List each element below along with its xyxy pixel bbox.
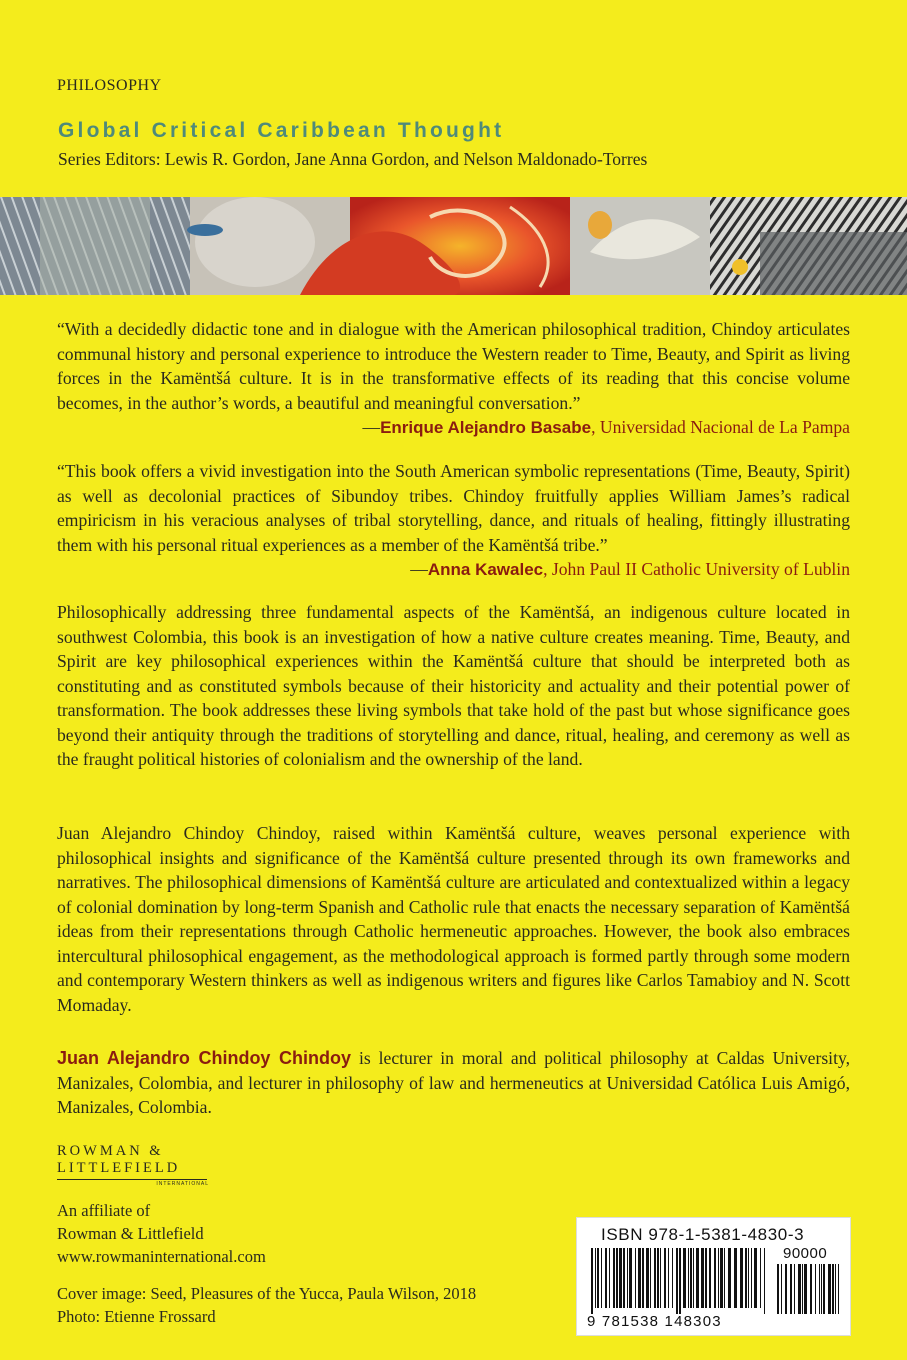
affiliate-line-1: An affiliate of bbox=[57, 1201, 151, 1220]
category-label: PHILOSOPHY bbox=[57, 77, 162, 94]
barcode-addon-bar bbox=[821, 1264, 822, 1314]
barcode-bar bbox=[609, 1248, 610, 1308]
reviewer-name: Anna Kawalec bbox=[427, 560, 544, 579]
barcode-bar bbox=[688, 1248, 689, 1308]
barcode-bar bbox=[714, 1248, 716, 1308]
barcode-bar bbox=[619, 1248, 622, 1308]
barcode-bar bbox=[724, 1248, 725, 1308]
barcode-bar bbox=[693, 1248, 694, 1308]
barcode-addon-bar bbox=[804, 1264, 807, 1314]
barcode-bar bbox=[683, 1248, 686, 1308]
barcode-addon-bar bbox=[810, 1264, 812, 1314]
barcode-bar bbox=[642, 1248, 644, 1308]
barcode-bar bbox=[597, 1248, 599, 1308]
logo-line-3: INTERNATIONAL bbox=[156, 1181, 209, 1187]
price-code: 90000 bbox=[783, 1245, 828, 1262]
barcode-bar bbox=[668, 1248, 669, 1308]
barcode-bar bbox=[650, 1248, 651, 1308]
barcode-bar bbox=[748, 1248, 749, 1308]
description-paragraph-2: Juan Alejandro Chindoy Chindoy, raised within Kamëntšá culture, weaves personal experience with philosophical insights and significance of the Kamëntšá culture presented through its own frameworks and narratives. The philosophical dimensions of Kamëntšá culture are articulated and contextualized within a legacy of colonial domination by long-term Spanish and Catholic rule that enacts the necessary separation of Kamëntšá ideas from their representations through Catholic hermeneutic approaches. However, the book also embraces intercultural philosophical engagement, as the methodological approach is formed partly through some modern and contemporary Western thinkers as well as indigenous writers and figures like Carlos Tamabioy and N. Scott Momaday. bbox=[57, 823, 850, 1015]
barcode-addon-bar bbox=[819, 1264, 820, 1314]
isbn-barcode bbox=[576, 1217, 851, 1336]
cover-image-credit: Cover image: Seed, Pleasures of the Yucca, Paula Wilson, 2018 bbox=[57, 1284, 477, 1303]
barcode-bar bbox=[679, 1248, 681, 1314]
publisher-imprint bbox=[57, 1199, 266, 1268]
barcode-bar bbox=[720, 1248, 723, 1308]
barcode-bar bbox=[728, 1248, 731, 1308]
series-title: Global Critical Caribbean Thought bbox=[58, 119, 505, 142]
barcode-addon-bar bbox=[798, 1264, 801, 1314]
photo-credit: Photo: Etienne Frossard bbox=[57, 1307, 216, 1326]
quote-attribution bbox=[57, 557, 850, 583]
barcode-bar bbox=[627, 1248, 628, 1308]
publisher-website[interactable]: www.rowmaninternational.com bbox=[57, 1247, 266, 1266]
cover-art-banner bbox=[0, 197, 907, 295]
barcode-bar bbox=[754, 1248, 757, 1308]
barcode-bar bbox=[760, 1248, 761, 1308]
barcode-addon-bar bbox=[777, 1264, 779, 1314]
reviewer-institution: , Universidad Nacional de La Pampa bbox=[591, 417, 850, 437]
barcode-bar bbox=[745, 1248, 747, 1308]
logo-line-2: LITTLEFIELD bbox=[57, 1160, 181, 1176]
barcode-bar bbox=[740, 1248, 743, 1308]
reviewer-institution: , John Paul II Catholic University of Lublin bbox=[543, 559, 850, 579]
affiliate-line-2: Rowman & Littlefield bbox=[57, 1224, 204, 1243]
barcode-addon-bar bbox=[802, 1264, 803, 1314]
image-credits bbox=[57, 1282, 476, 1328]
logo-line-1: ROWMAN & bbox=[57, 1143, 164, 1159]
barcode-addon-bar bbox=[794, 1264, 795, 1314]
barcode-bar bbox=[676, 1248, 678, 1314]
ean-number: 9 781538 148303 bbox=[587, 1313, 722, 1330]
barcode-addon-bar bbox=[832, 1264, 834, 1314]
dash: — bbox=[362, 417, 381, 437]
barcode-bar bbox=[690, 1248, 692, 1308]
quote-text: “This book offers a vivid investigation into the South American symbolic representations (Time, Beauty, Spirit) as well as decolonial practices of Sibundoy tribes. Chindoy fruitfully applies William James’s radical empiricism in his veracious analyses of tribal storytelling, dance, and rituals of healing, fittingly illustrating them with his personal ritual experiences as a member of the Kamëntšá tribe.” bbox=[57, 461, 850, 555]
barcode-bar bbox=[751, 1248, 752, 1308]
barcode-bar bbox=[664, 1248, 666, 1308]
barcode-bar bbox=[638, 1248, 641, 1308]
publisher-logo bbox=[57, 1143, 209, 1188]
dash: — bbox=[410, 559, 428, 579]
description-paragraph-1: Philosophically addressing three fundamental aspects of the Kamëntšá, an indigenous culture located in southwest Colombia, this book is an investigation of how a native culture creates meaning. Time, Beauty, and Spirit are key philosophical experiences within the Kamëntšá culture that should be interpreted both as constituting and as constituted symbols because of their historicity and actuality and their potential power of transformation. The book addresses these living symbols that take hold of the past but whose significance goes beyond their antiquity through the traditions of storytelling and dance, ritual, healing, and ceremony as well as the fraught political histories of colonialism and the ownership of the land. bbox=[57, 602, 850, 769]
barcode-bar bbox=[734, 1248, 737, 1308]
barcode-addon-bar bbox=[815, 1264, 816, 1314]
barcode-bar bbox=[672, 1248, 673, 1308]
barcode-bar bbox=[595, 1248, 596, 1308]
author-bio bbox=[57, 1046, 850, 1120]
quote-attribution bbox=[57, 415, 850, 441]
barcode-bar bbox=[613, 1248, 615, 1308]
barcode-bar bbox=[623, 1248, 625, 1308]
barcode-bar bbox=[646, 1248, 649, 1308]
barcode-bar bbox=[718, 1248, 719, 1308]
barcode-bar bbox=[709, 1248, 711, 1308]
barcode-bar bbox=[635, 1248, 636, 1308]
review-quote-1 bbox=[57, 317, 850, 441]
barcode-bar bbox=[660, 1248, 661, 1308]
series-editors: Series Editors: Lewis R. Gordon, Jane Anna Gordon, and Nelson Maldonado-Torres bbox=[58, 149, 648, 169]
barcode-addon-bar bbox=[781, 1264, 782, 1314]
author-bio-text: is lecturer in moral and political philosophy at Caldas University, Manizales, Colombia, and lecturer in philosophy of law and hermeneutics at Universidad Católica Luis Amigó, Manizales, Colombia. bbox=[57, 1048, 851, 1117]
barcode-bar bbox=[705, 1248, 707, 1308]
barcode-bar bbox=[654, 1248, 656, 1308]
barcode-addon-bar bbox=[838, 1264, 839, 1314]
barcode-bar bbox=[657, 1248, 659, 1308]
barcode-addon-bar bbox=[823, 1264, 825, 1314]
barcode-bar bbox=[605, 1248, 607, 1308]
barcode-addon-bar bbox=[835, 1264, 836, 1314]
barcode-bar bbox=[764, 1248, 765, 1314]
barcode-bar bbox=[616, 1248, 618, 1308]
barcode-bar bbox=[629, 1248, 632, 1308]
barcode-addon-bar bbox=[828, 1264, 831, 1314]
barcode-bar bbox=[601, 1248, 602, 1308]
barcode-bar bbox=[701, 1248, 704, 1308]
isbn-number: ISBN 978-1-5381-4830-3 bbox=[601, 1225, 805, 1244]
review-quote-2 bbox=[57, 459, 850, 583]
barcode-bar bbox=[696, 1248, 699, 1308]
quote-text: “With a decidedly didactic tone and in dialogue with the American philosophical tradition, Chindoy articulates communal history and personal experience to introduce the Western reader to Time, Beauty, and Spirit as living forces in the Kamëntšá culture. It is in the transformative effects of its reading that this concise volume becomes, in the author’s words, a beautiful and meaningful conversation.” bbox=[57, 319, 850, 413]
author-name: Juan Alejandro Chindoy Chindoy bbox=[57, 1048, 351, 1068]
barcode-bar bbox=[591, 1248, 593, 1314]
barcode-addon-bar bbox=[790, 1264, 792, 1314]
barcode-addon-bar bbox=[785, 1264, 787, 1314]
reviewer-name: Enrique Alejandro Basabe bbox=[380, 418, 592, 437]
